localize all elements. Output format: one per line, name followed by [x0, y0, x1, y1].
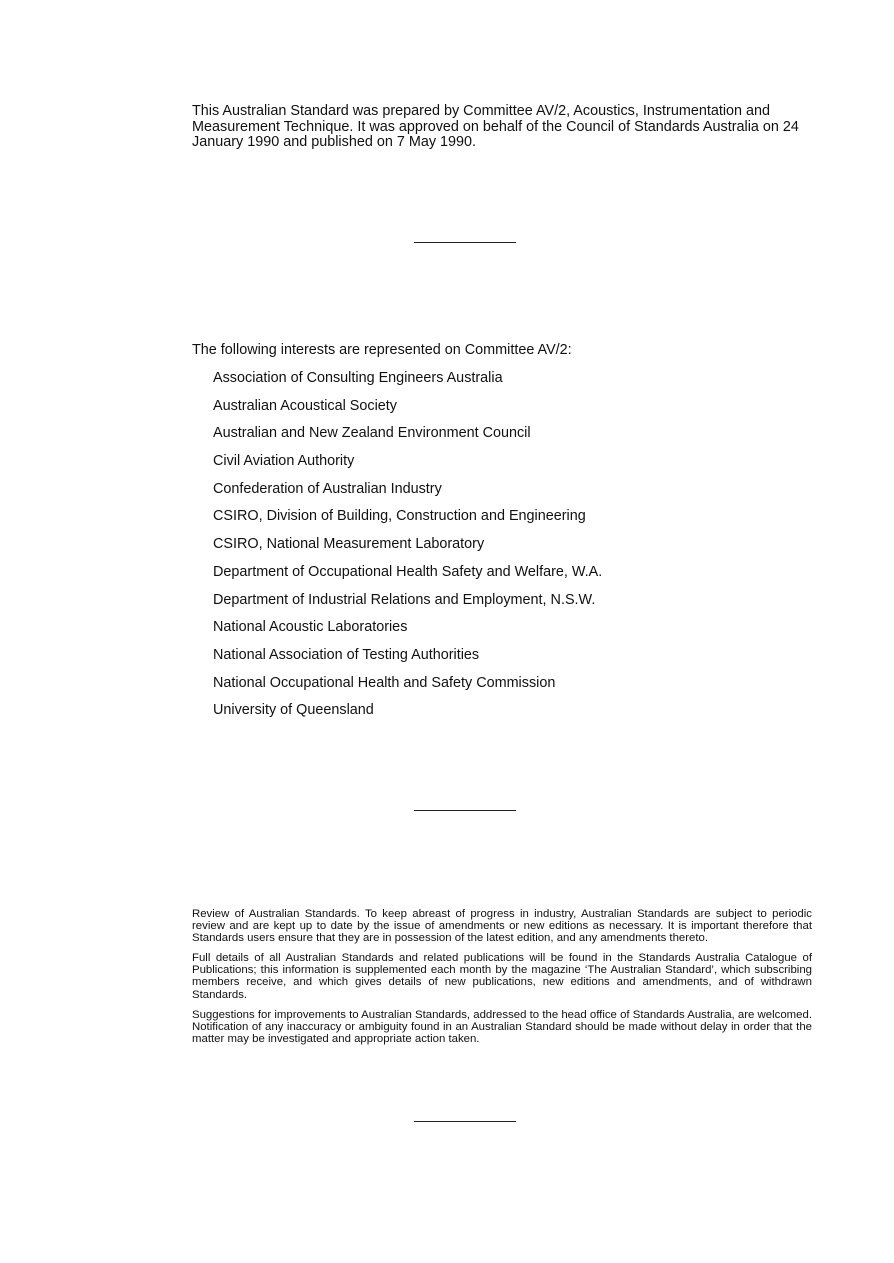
section-divider — [414, 1121, 516, 1122]
standards-notes — [192, 908, 812, 1053]
committee-member: Department of Occupational Health Safety and Welfare, W.A. — [213, 563, 603, 580]
committee-member: CSIRO, National Measurement Laboratory — [213, 536, 485, 553]
committee-intro: The following interests are represented on Committee AV/2: — [192, 342, 572, 358]
committee-member: Civil Aviation Authority — [213, 453, 355, 470]
committee-member-list — [213, 370, 602, 730]
committee-member: National Association of Testing Authorities — [213, 646, 480, 663]
committee-member: University of Queensland — [213, 702, 374, 719]
committee-member: CSIRO, Division of Building, Construction and Engineering — [213, 508, 586, 525]
committee-member: Confederation of Australian Industry — [213, 480, 442, 497]
committee-member: National Acoustic Laboratories — [213, 619, 408, 636]
preparation-statement: This Australian Standard was prepared by Committee AV/2, Acoustics, Instrumentation and Measurement Technique. It was approved on behalf of the Council of Standards Australia on 24 January 1990 and published on 7 May 1990. — [192, 103, 799, 151]
section-divider — [414, 242, 516, 243]
catalogue-note: Full details of all Australian Standards and related publications will be found in the Standards Australia Catalogue of Publications; this information is supplemented each month by the magazine ‘The Australian Standard’, which subscribing members receive, and which gives details of new publications, new editions and amendments, and of withdrawn Standards. — [192, 952, 812, 1001]
committee-member: Australian and New Zealand Environment Council — [213, 425, 531, 442]
committee-member: Australian Acoustical Society — [213, 397, 397, 414]
committee-member: Department of Industrial Relations and Employment, N.S.W. — [213, 591, 596, 608]
section-divider — [414, 810, 516, 811]
review-note: Review of Australian Standards. To keep abreast of progress in industry, Australian Standards are subject to periodic review and are kept up to date by the issue of amendments or new editions as necessary. It is important therefore that Standards users ensure that they are in possession of the latest edition, and any amendments thereto. — [192, 908, 812, 945]
suggestions-note: Suggestions for improvements to Australian Standards, addressed to the head office of Standards Australia, are welcomed. Notification of any inaccuracy or ambiguity found in an Australian Standard should be made without delay in order that the matter may be investigated and appropriate action taken. — [192, 1008, 812, 1045]
committee-member: National Occupational Health and Safety Commission — [213, 674, 556, 691]
committee-member: Association of Consulting Engineers Australia — [213, 370, 503, 386]
